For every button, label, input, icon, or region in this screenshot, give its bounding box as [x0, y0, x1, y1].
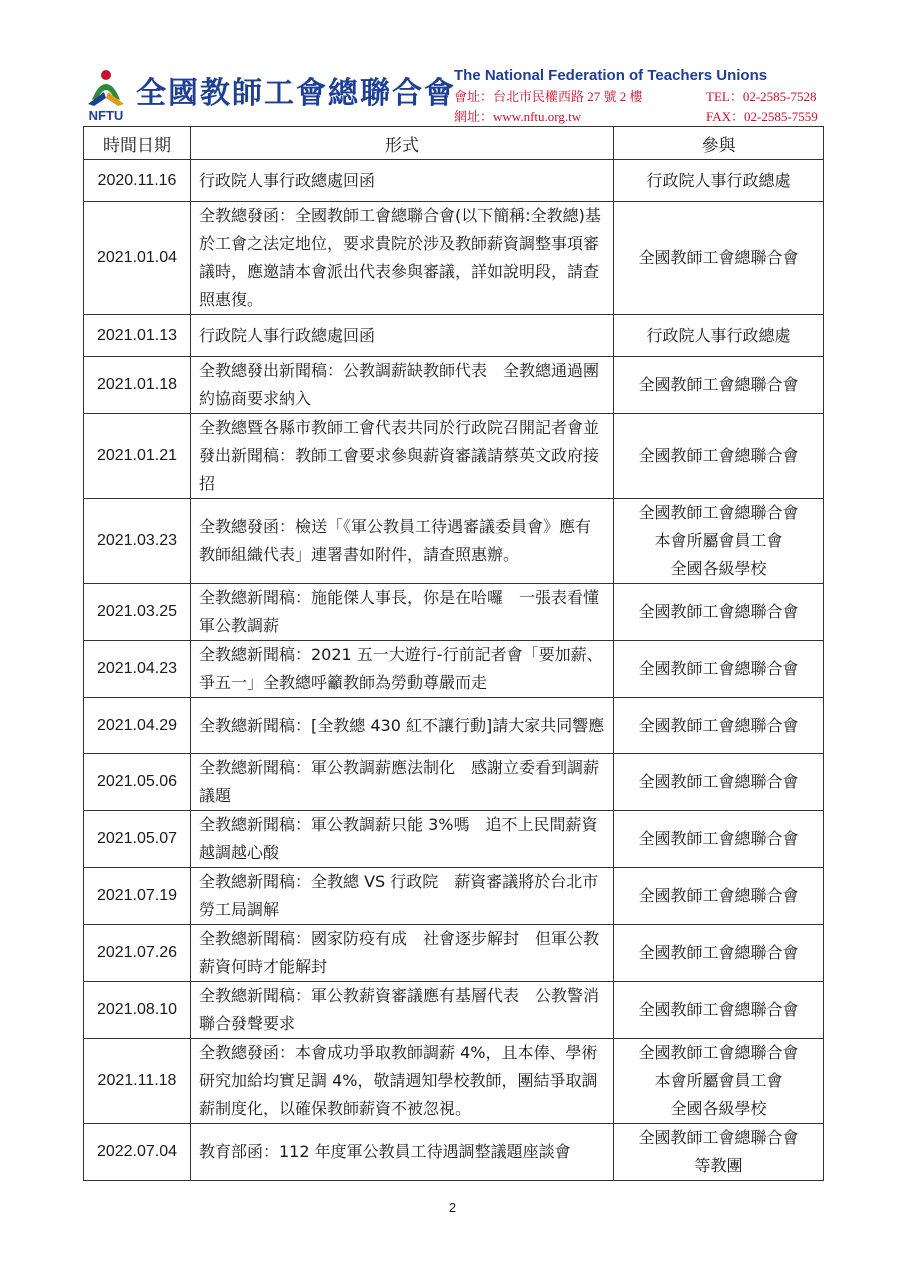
- row-form: 全教總新聞稿：2021 五一大遊行-行前記者會「要加薪、爭五一」全教總呼籲教師為勞動尊嚴而走: [191, 641, 614, 698]
- table-row: [84, 584, 824, 641]
- row-participants: [614, 754, 824, 811]
- header-date: 時間日期: [84, 127, 191, 160]
- row-participants: [614, 584, 824, 641]
- participant-name: 等教團: [694, 1156, 743, 1175]
- row-date: 2021.04.23: [84, 641, 191, 698]
- participant-name: 全國教師工會總聯合會: [638, 886, 799, 905]
- row-date: 2021.01.21: [84, 414, 191, 499]
- participant-name: 全國教師工會總聯合會: [638, 1043, 799, 1062]
- header-participants: 參與: [614, 127, 824, 160]
- table-row: [84, 811, 824, 868]
- table-row: [84, 202, 824, 315]
- row-date: 2022.07.04: [84, 1124, 191, 1181]
- row-participants: [614, 315, 824, 357]
- participant-name: 全國教師工會總聯合會: [638, 248, 799, 267]
- row-form: 全教總暨各縣市教師工會代表共同於行政院召開記者會並發出新聞稿：教師工會要求參與薪資審議請蔡英文政府接招: [191, 414, 614, 499]
- row-participants: [614, 160, 824, 202]
- row-date: 2021.07.26: [84, 925, 191, 982]
- participant-name: 全國教師工會總聯合會: [638, 602, 799, 621]
- participant-name: 全國教師工會總聯合會: [638, 375, 799, 394]
- participant-name: 全國教師工會總聯合會: [638, 715, 799, 735]
- row-date: 2021.11.18: [84, 1039, 191, 1124]
- participant-name: 全國教師工會總聯合會: [638, 772, 799, 791]
- table-row: [84, 698, 824, 754]
- activity-table: [83, 126, 824, 1181]
- table-row: [84, 1039, 824, 1124]
- table-row: [84, 868, 824, 925]
- nftu-logo-icon: [84, 68, 128, 122]
- row-form: 全教總新聞稿：軍公教調薪應法制化 感謝立委看到調薪議題: [191, 754, 614, 811]
- table-row: [84, 414, 824, 499]
- org-address: 會址：台北市民權西路 27 號 2 樓: [454, 89, 643, 104]
- participant-name: 行政院人事行政總處: [646, 325, 791, 345]
- row-participants: [614, 1124, 824, 1181]
- row-form: 全教總發出新聞稿：公教調薪缺教師代表 全教總通過團約協商要求納入: [191, 357, 614, 414]
- table-row: [84, 1124, 824, 1181]
- row-participants: [614, 811, 824, 868]
- table-row: [84, 982, 824, 1039]
- row-date: 2021.04.29: [84, 698, 191, 754]
- row-date: 2021.08.10: [84, 982, 191, 1039]
- row-form: 行政院人事行政總處回函: [191, 160, 614, 202]
- participant-name: 全國各級學校: [670, 1099, 767, 1118]
- row-date: 2021.03.25: [84, 584, 191, 641]
- org-name-en: The National Federation of Teachers Unions: [454, 67, 768, 84]
- org-name-zh: 全國教師工會總聯合會: [136, 76, 456, 111]
- table-row: [84, 925, 824, 982]
- row-participants: [614, 1039, 824, 1124]
- org-tel: TEL：02-2585-7528: [706, 89, 817, 104]
- table-row: [84, 641, 824, 698]
- row-form: 全教總新聞稿：[全教總 430 紅不讓行動]請大家共同響應: [191, 698, 614, 754]
- participant-name: 本會所屬會員工會: [654, 1071, 783, 1090]
- row-date: 2021.01.13: [84, 315, 191, 357]
- row-form: 教育部函：112 年度軍公教員工待遇調整議題座談會: [191, 1124, 614, 1181]
- participant-name: 全國教師工會總聯合會: [638, 829, 799, 848]
- participant-name: 本會所屬會員工會: [654, 531, 783, 550]
- header-form: 形式: [191, 127, 614, 160]
- row-date: 2021.03.23: [84, 499, 191, 584]
- row-participants: [614, 357, 824, 414]
- row-form: 全教總發函：本會成功爭取教師調薪 4%，且本俸、學術研究加給均實足調 4%，敬請週知學校教師，團結爭取調薪制度化，以確保教師薪資不被忽視。: [191, 1039, 614, 1124]
- participant-name: 全國教師工會總聯合會: [638, 1128, 799, 1147]
- row-participants: [614, 499, 824, 584]
- participant-name: 全國教師工會總聯合會: [638, 503, 799, 522]
- row-form: 全教總新聞稿：軍公教薪資審議應有基層代表 公教警消聯合發聲要求: [191, 982, 614, 1039]
- row-form: 全教總發函：檢送「《軍公教員工待遇審議委員會》應有教師組織代表」連署書如附件，請查照惠辦。: [191, 499, 614, 584]
- participant-name: 全國教師工會總聯合會: [638, 446, 799, 465]
- row-participants: [614, 202, 824, 315]
- org-fax: FAX：02-2585-7559: [706, 109, 818, 124]
- row-date: 2021.07.19: [84, 868, 191, 925]
- row-participants: [614, 868, 824, 925]
- participant-name: 全國教師工會總聯合會: [638, 1000, 799, 1019]
- row-participants: [614, 982, 824, 1039]
- row-form: 行政院人事行政總處回函: [191, 315, 614, 357]
- logo-text: NFTU: [88, 108, 124, 122]
- row-date: 2021.01.18: [84, 357, 191, 414]
- table-header-row: [84, 127, 824, 160]
- row-date: 2021.05.07: [84, 811, 191, 868]
- row-date: 2020.11.16: [84, 160, 191, 202]
- row-participants: [614, 698, 824, 754]
- row-participants: [614, 641, 824, 698]
- letterhead: [84, 64, 824, 122]
- org-website: 網址：www.nftu.org.tw: [454, 109, 582, 124]
- participant-name: 全國教師工會總聯合會: [638, 943, 799, 962]
- row-form: 全教總新聞稿：軍公教調薪只能 3%嗎 追不上民間薪資 越調越心酸: [191, 811, 614, 868]
- participant-name: 行政院人事行政總處: [646, 170, 791, 190]
- table-row: [84, 754, 824, 811]
- table-row: [84, 315, 824, 357]
- table-row: [84, 499, 824, 584]
- row-form: 全教總新聞稿：國家防疫有成 社會逐步解封 但軍公教薪資何時才能解封: [191, 925, 614, 982]
- row-participants: [614, 414, 824, 499]
- row-form: 全教總發函：全國教師工會總聯合會(以下簡稱:全教總)基於工會之法定地位，要求貴院於涉及教師薪資調整事項審議時，應邀請本會派出代表參與審議，詳如說明段，請查照惠復。: [191, 202, 614, 315]
- participant-name: 全國教師工會總聯合會: [638, 659, 799, 678]
- row-form: 全教總新聞稿：施能傑人事長，你是在哈囉 一張表看懂軍公教調薪: [191, 584, 614, 641]
- row-date: 2021.01.04: [84, 202, 191, 315]
- row-date: 2021.05.06: [84, 754, 191, 811]
- table-row: [84, 160, 824, 202]
- page-number: 2: [448, 1200, 457, 1215]
- table-row: [84, 357, 824, 414]
- participant-name: 全國各級學校: [670, 559, 767, 578]
- row-participants: [614, 925, 824, 982]
- row-form: 全教總新聞稿：全教總 VS 行政院 薪資審議將於台北市勞工局調解: [191, 868, 614, 925]
